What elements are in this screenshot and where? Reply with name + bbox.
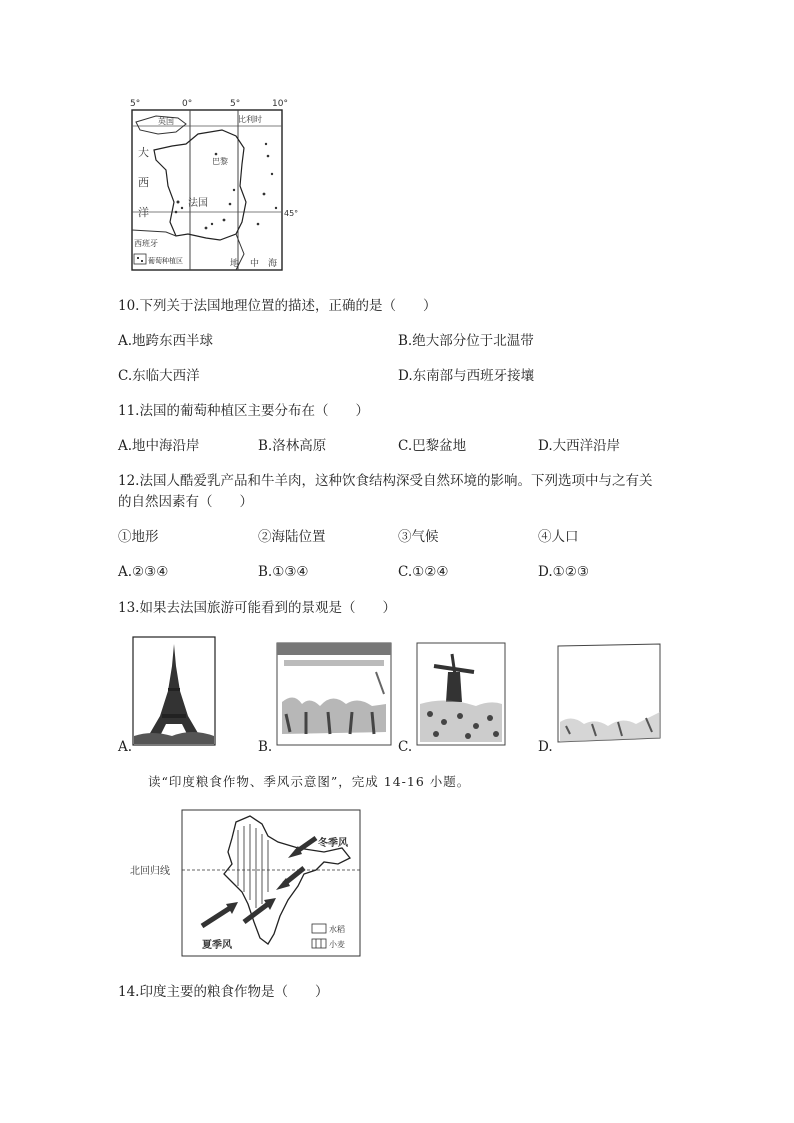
q13-option-d[interactable]: D. bbox=[538, 739, 553, 755]
map-label-med-2: 中 bbox=[250, 259, 260, 269]
q10-option-a[interactable]: A.地跨东西半球 bbox=[118, 333, 214, 349]
q12-option-a[interactable]: A.②③④ bbox=[118, 564, 169, 580]
map-lon-label: 5° bbox=[230, 99, 241, 109]
q12-option-d[interactable]: D.①②③ bbox=[538, 564, 589, 580]
q12-option-b[interactable]: B.①③④ bbox=[258, 564, 309, 580]
landscape-d-image[interactable] bbox=[556, 642, 662, 746]
q12-stem-line2: 的自然因素有（ ） bbox=[118, 494, 253, 510]
section-intro: 读“印度粮食作物、季风示意图”，完成 14-16 小题。 bbox=[148, 774, 471, 789]
map-lat-label: 45° bbox=[284, 209, 299, 218]
map-label-uk: 英国 bbox=[158, 117, 174, 126]
landscape-b-image[interactable] bbox=[276, 642, 392, 746]
map-lon-label: 5° bbox=[130, 99, 141, 109]
q11-option-d[interactable]: D.大西洋沿岸 bbox=[538, 438, 621, 454]
eiffel-tower-image[interactable] bbox=[132, 636, 216, 746]
legend-wheat: 小麦 bbox=[329, 940, 345, 949]
q12-option-c[interactable]: C.①②④ bbox=[398, 564, 449, 580]
q13-option-c[interactable]: C. bbox=[398, 739, 413, 755]
map-legend-label: 葡萄种植区 bbox=[148, 257, 183, 265]
tropic-label: 北回归线 bbox=[130, 866, 170, 877]
legend-rice: 水稻 bbox=[329, 925, 345, 934]
map-label-belgium: 比利时 bbox=[238, 115, 262, 124]
q12-factor-4: ④人口 bbox=[538, 529, 579, 545]
q12-factor-1: ①地形 bbox=[118, 529, 159, 545]
map-label-atlantic-2: 西 bbox=[138, 176, 149, 189]
q11-option-b[interactable]: B.洛林高原 bbox=[258, 438, 327, 454]
map-label-france: 法国 bbox=[188, 198, 208, 209]
map-lon-label: 10° bbox=[272, 99, 288, 109]
q10-stem: 10.下列关于法国地理位置的描述，正确的是（ ） bbox=[118, 298, 437, 314]
q11-option-a[interactable]: A.地中海沿岸 bbox=[118, 438, 200, 454]
q11-stem: 11.法国的葡萄种植区主要分布在（ ） bbox=[118, 403, 369, 419]
map-label-atlantic-3: 洋 bbox=[138, 206, 149, 219]
q12-factor-2: ②海陆位置 bbox=[258, 529, 326, 545]
q14-stem: 14.印度主要的粮食作物是（ ） bbox=[118, 984, 329, 1000]
winter-monsoon-label: 冬季风 bbox=[318, 838, 348, 849]
summer-monsoon-label: 夏季风 bbox=[202, 940, 232, 951]
q13-option-b[interactable]: B. bbox=[258, 739, 273, 755]
map-lon-label: 0° bbox=[182, 99, 193, 109]
q10-option-c[interactable]: C.东临大西洋 bbox=[118, 368, 200, 384]
map-label-med-1: 地 bbox=[230, 259, 240, 269]
q12-stem-line1: 12.法国人酷爱乳产品和牛羊肉，这种饮食结构深受自然环境的影响。下列选项中与之有关 bbox=[118, 473, 653, 489]
india-map bbox=[128, 808, 364, 960]
q10-option-b[interactable]: B.绝大部分位于北温带 bbox=[398, 333, 534, 349]
windmill-image[interactable] bbox=[416, 642, 506, 746]
q11-option-c[interactable]: C.巴黎盆地 bbox=[398, 438, 467, 454]
q13-option-a[interactable]: A. bbox=[118, 739, 133, 755]
map-label-paris: 巴黎 bbox=[212, 157, 228, 166]
map-label-spain: 西班牙 bbox=[134, 239, 158, 248]
q13-stem: 13.如果去法国旅游可能看到的景观是（ ） bbox=[118, 600, 396, 616]
q12-factor-3: ③气候 bbox=[398, 529, 439, 545]
france-map bbox=[126, 94, 299, 276]
map-label-med-3: 海 bbox=[268, 259, 278, 269]
q10-option-d[interactable]: D.东南部与西班牙接壤 bbox=[398, 368, 535, 384]
map-label-atlantic-1: 大 bbox=[138, 146, 149, 159]
